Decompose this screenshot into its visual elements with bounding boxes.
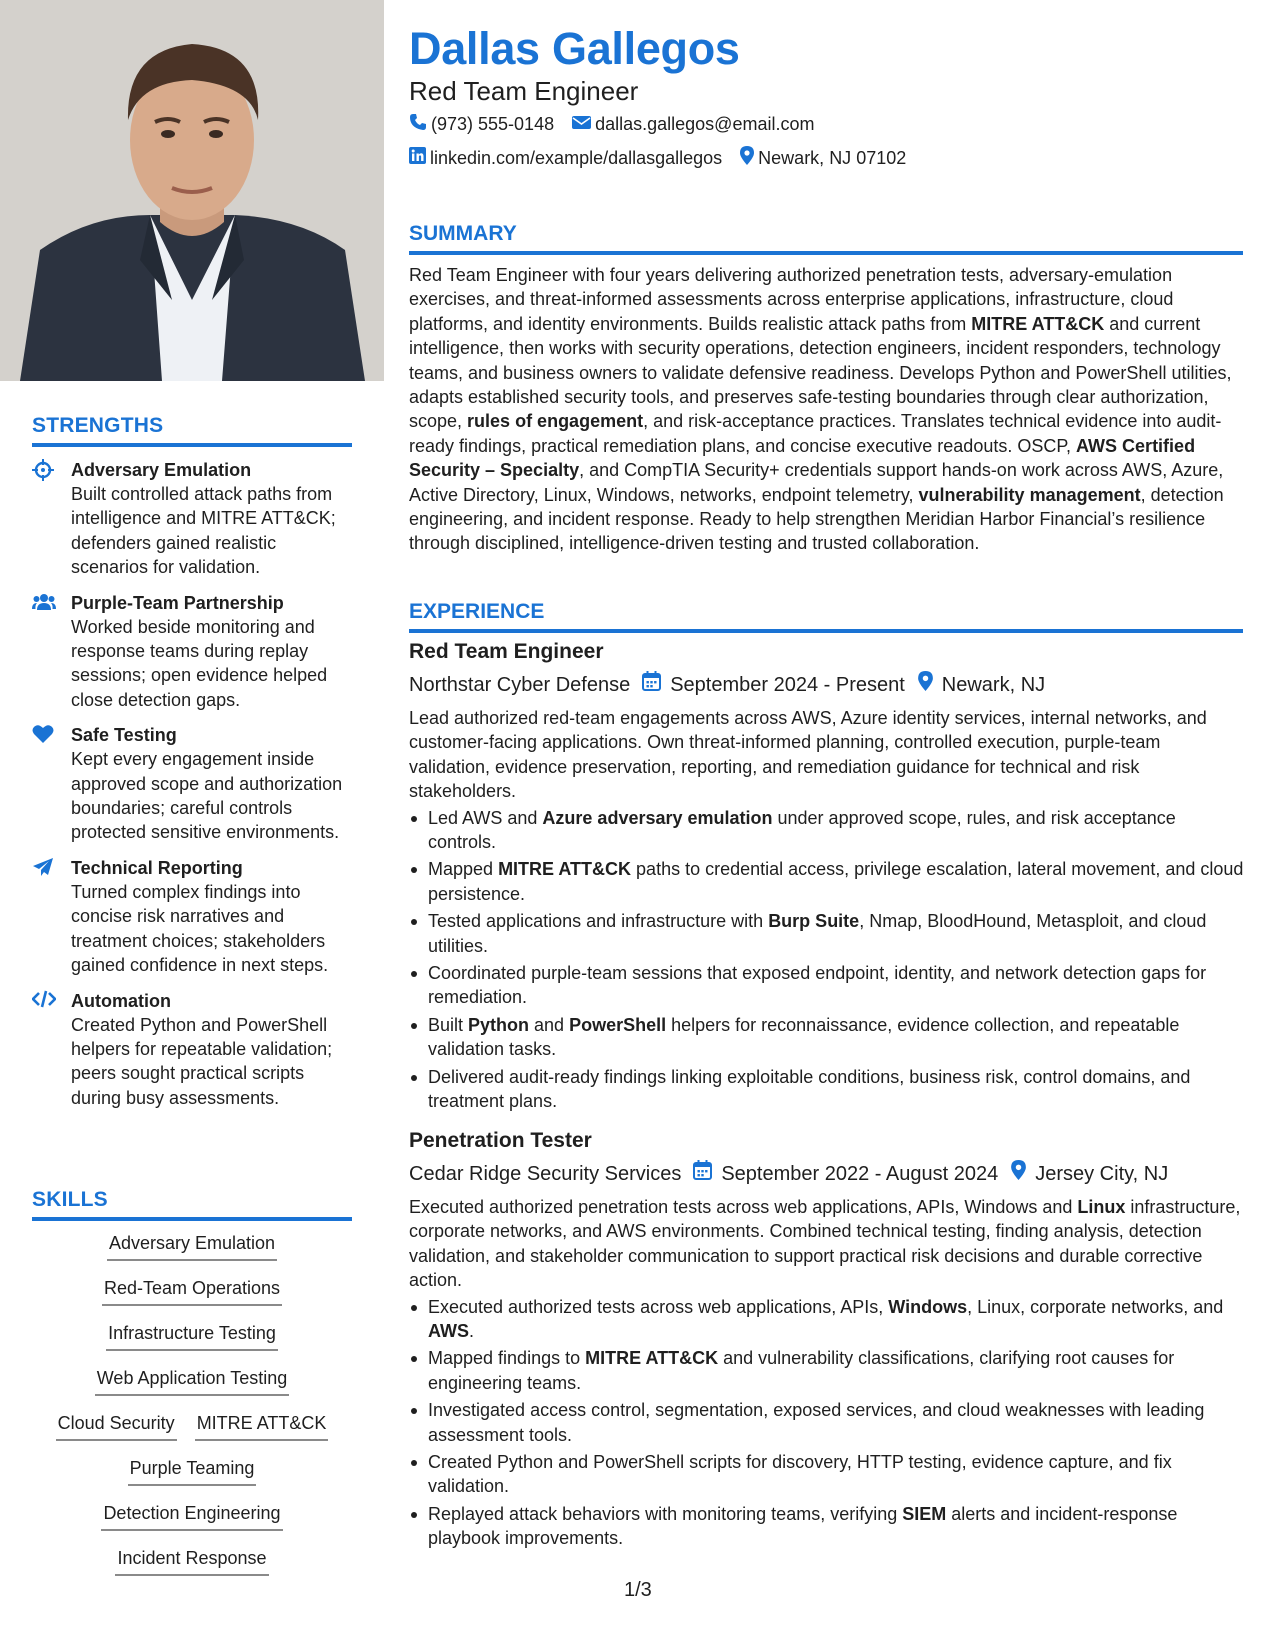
- text-run: Tested applications and infrastructure with: [428, 911, 769, 932]
- bold-text: AWS Certified Security – Specialty: [409, 435, 1196, 481]
- text-run: and vulnerability classifications, clarifying root causes for engineering teams.: [428, 1348, 1175, 1393]
- contact-row: [409, 113, 814, 136]
- skill-tag: Infrastructure Testing: [106, 1321, 278, 1351]
- text-run: Investigated access control, segmentation, exposed services, and cloud weaknesses with leading assessment tools.: [428, 1400, 1205, 1445]
- job-description: [409, 1195, 1245, 1293]
- strength-item: [32, 989, 352, 1111]
- bullet-item: [409, 961, 1245, 1010]
- candidate-role: Red Team Engineer: [409, 76, 639, 106]
- map-pin-icon: [740, 146, 754, 170]
- paper-plane-icon: [32, 857, 56, 879]
- bold-text: Azure adversary emulation: [542, 807, 773, 828]
- candidate-name: Dallas Gallegos: [409, 23, 740, 74]
- text-run: Replayed attack behaviors with monitoring teams, verifying: [428, 1503, 903, 1524]
- heart-icon: [32, 724, 56, 746]
- text-run: , and CompTIA Security+ credentials support hands-on work across AWS, Azure, Active Directory, Linux, Windows, networks, endpoint telemetry,: [409, 460, 1224, 505]
- strength-title: Adversary Emulation: [71, 460, 252, 480]
- skill-tag: Red-Team Operations: [102, 1276, 282, 1306]
- bold-text: vulnerability management: [918, 484, 1141, 505]
- job-bullets: [409, 806, 1245, 1114]
- skill-tag: MITRE ATT&CK: [195, 1411, 329, 1441]
- bullet-item: [409, 1065, 1245, 1114]
- text-run: Mapped: [428, 859, 499, 880]
- skill-row: [32, 1411, 352, 1456]
- skill-row: [32, 1501, 352, 1546]
- location-contact: [740, 146, 906, 170]
- text-run: under approved scope, rules, and risk acceptance controls.: [428, 807, 1176, 853]
- skill-row: [32, 1366, 352, 1411]
- map-pin-icon: [1011, 1160, 1035, 1188]
- calendar-icon: [693, 1160, 721, 1188]
- strength-desc: Created Python and PowerShell helpers for repeatable validation; peers sought practical scripts during busy assessments.: [71, 1014, 333, 1108]
- calendar-icon: [642, 671, 670, 699]
- skill-row: [32, 1456, 352, 1501]
- bold-text: rules of engagement: [467, 411, 644, 432]
- users-icon: [32, 592, 56, 614]
- bold-text: SIEM: [902, 1503, 947, 1524]
- bold-text: Python: [468, 1014, 530, 1035]
- job-location: Newark, NJ: [941, 674, 1046, 696]
- text-run: , detection engineering, and incident response. Ready to help strengthen Meridian Harbor Financial’s resilience through disciplined, intelligence-driven testing and trusted collaboration.: [409, 484, 1224, 554]
- skill-row: [32, 1321, 352, 1366]
- strength-title: Automation: [71, 990, 171, 1011]
- bullet-item: [409, 1450, 1245, 1499]
- text-run: Built: [428, 1014, 469, 1035]
- bullet-item: [409, 909, 1245, 958]
- code-icon: [32, 990, 56, 1012]
- skill-row: [32, 1546, 352, 1591]
- skills-title: SKILLS: [32, 1188, 352, 1221]
- text-run: Led AWS and: [428, 807, 543, 828]
- job-title: Red Team Engineer: [409, 640, 604, 663]
- job-company: Cedar Ridge Security Services: [409, 1163, 682, 1185]
- text-run: paths to credential access, privilege escalation, lateral movement, and cloud persistence.: [428, 859, 1244, 904]
- strength-desc: Worked beside monitoring and response teams during replay sessions; open evidence helped close detection gaps.: [71, 616, 328, 710]
- skill-row: [32, 1276, 352, 1321]
- bullet-item: [409, 1013, 1245, 1062]
- bold-text: MITRE ATT&CK: [585, 1348, 719, 1369]
- job-meta: [409, 671, 1245, 699]
- text-run: alerts and incident-response playbook improvements.: [428, 1503, 1178, 1549]
- map-pin-icon: [918, 671, 942, 699]
- text-run: Mapped findings to: [428, 1348, 586, 1369]
- skill-tag: Purple Teaming: [128, 1456, 257, 1486]
- strength-item: [32, 723, 352, 845]
- phone-contact[interactable]: [409, 113, 554, 136]
- text-run: , and risk-acceptance practices. Translates technical evidence into audit-ready findings, practical remediation plans, and concise executive readouts. OSCP,: [409, 411, 1222, 456]
- bold-text: Linux: [1077, 1197, 1126, 1217]
- text-run: Executed authorized tests across web applications, APIs,: [428, 1296, 889, 1317]
- email-text: dallas.gallegos@email.com: [595, 114, 815, 134]
- text-run: and: [529, 1014, 570, 1035]
- bold-text: MITRE ATT&CK: [498, 859, 632, 880]
- strength-item: [32, 856, 352, 978]
- text-run: , Nmap, BloodHound, Metasploit, and cloud utilities.: [428, 911, 1207, 956]
- text-run: Created Python and PowerShell scripts for discovery, HTTP testing, evidence capture, and fix validation.: [428, 1452, 1172, 1497]
- strength-title: Safe Testing: [71, 725, 177, 746]
- strength-item: [32, 458, 352, 580]
- strengths-title: STRENGTHS: [32, 414, 352, 447]
- phone-text: (973) 555-0148: [431, 114, 555, 134]
- bullet-item: [409, 1346, 1245, 1395]
- skill-row: [32, 1231, 352, 1276]
- job-location: Jersey City, NJ: [1035, 1163, 1169, 1185]
- job-title: Penetration Tester: [409, 1129, 592, 1152]
- skill-tag: Cloud Security: [56, 1411, 177, 1441]
- bullet-item: [409, 1502, 1245, 1551]
- text-run: Executed authorized penetration tests across web applications, APIs, Windows and: [409, 1197, 1078, 1217]
- job-entry: [409, 1127, 1245, 1554]
- summary-text: [409, 263, 1245, 556]
- job-entry: [409, 638, 1245, 1117]
- text-run: Delivered audit-ready findings linking exploitable conditions, business risk, control domains, and treatment plans.: [428, 1066, 1191, 1112]
- skill-tag: Web Application Testing: [95, 1366, 289, 1396]
- phone-icon: [409, 113, 427, 136]
- skill-tag: Adversary Emulation: [107, 1231, 277, 1261]
- text-run: Coordinated purple-team sessions that exposed endpoint, identity, and network detection gaps for remediation.: [428, 963, 1207, 1008]
- bullet-item: [409, 857, 1245, 906]
- bold-text: Burp Suite: [768, 911, 860, 932]
- email-icon: [572, 114, 591, 135]
- job-description: Lead authorized red-team engagements across AWS, Azure identity services, internal networks, and customer-facing applications. Own threat-informed planning, controlled execution, purple-team validation, evidence preservation, reporting, and remediation guidance for technical and risk stakeholders.: [409, 708, 1207, 802]
- bullet-item: [409, 1398, 1245, 1447]
- strength-desc: Kept every engagement inside approved scope and authorization boundaries; careful controls protected sensitive environments.: [71, 749, 343, 843]
- text-run: Red Team Engineer with four years delivering authorized penetration tests, adversary-emulation exercises, and threat-informed assessments across enterprise applications, infrastructure, cloud platforms, and identity environments. Builds realistic attack paths from: [409, 265, 1174, 334]
- linkedin-contact[interactable]: [409, 147, 722, 169]
- text-run: infrastructure, corporate networks, and AWS environments. Combined technical testing, finding analysis, detection validation, and stakeholder communication to support practical risk decisions and durable corrective action.: [409, 1197, 1241, 1291]
- skill-tag: Incident Response: [115, 1546, 268, 1576]
- bold-text: Windows: [888, 1296, 968, 1317]
- job-company: Northstar Cyber Defense: [409, 674, 631, 696]
- bullet-item: [409, 806, 1245, 855]
- job-meta: [409, 1160, 1245, 1188]
- text-run: helpers for reconnaissance, evidence collection, and repeatable validation tasks.: [428, 1014, 1180, 1060]
- strength-item: [32, 591, 352, 713]
- experience-title: EXPERIENCE: [409, 600, 1243, 633]
- skills-section: [32, 1188, 352, 1591]
- page-number: 1/3: [624, 1579, 652, 1601]
- linkedin-text: linkedin.com/example/dallasgallegos: [430, 147, 723, 168]
- strength-desc: Turned complex findings into concise risk narratives and treatment choices; stakeholders gained confidence in next steps.: [71, 881, 329, 976]
- text-run: and current intelligence, then works with security operations, detection engineers, incident responders, technology teams, and business owners to validate defensive readiness. Develops Python and PowerShell utilities, adapts established security tools, and preserves safe-testing boundaries through clear authorization, scope,: [409, 313, 1232, 432]
- summary-title: SUMMARY: [409, 222, 1243, 255]
- bold-text: AWS: [428, 1321, 470, 1342]
- crosshair-icon: [32, 459, 56, 481]
- text-run: , Linux, corporate networks, and: [967, 1296, 1224, 1317]
- contact-row: [409, 146, 906, 170]
- job-bullets: [409, 1295, 1245, 1551]
- strength-title: Technical Reporting: [71, 857, 243, 878]
- job-dates: September 2024 - Present: [670, 674, 905, 696]
- skill-tag: Detection Engineering: [101, 1501, 282, 1531]
- bullet-item: [409, 1295, 1245, 1344]
- email-contact[interactable]: [572, 114, 814, 135]
- strength-title: Purple-Team Partnership: [71, 592, 284, 613]
- strength-desc: Built controlled attack paths from intelligence and MITRE ATT&CK; defenders gained realistic scenarios for validation.: [71, 484, 336, 578]
- linkedin-icon: [409, 147, 426, 169]
- strengths-section: [32, 414, 352, 1110]
- skills-list: [32, 1231, 352, 1591]
- bold-text: PowerShell: [569, 1014, 667, 1035]
- sidebar: [0, 0, 384, 1650]
- bold-text: MITRE ATT&CK: [971, 313, 1105, 334]
- job-dates: September 2022 - August 2024: [721, 1163, 999, 1185]
- text-run: .: [469, 1321, 475, 1342]
- location-text: Newark, NJ 07102: [758, 147, 907, 168]
- profile-photo: [0, 0, 384, 381]
